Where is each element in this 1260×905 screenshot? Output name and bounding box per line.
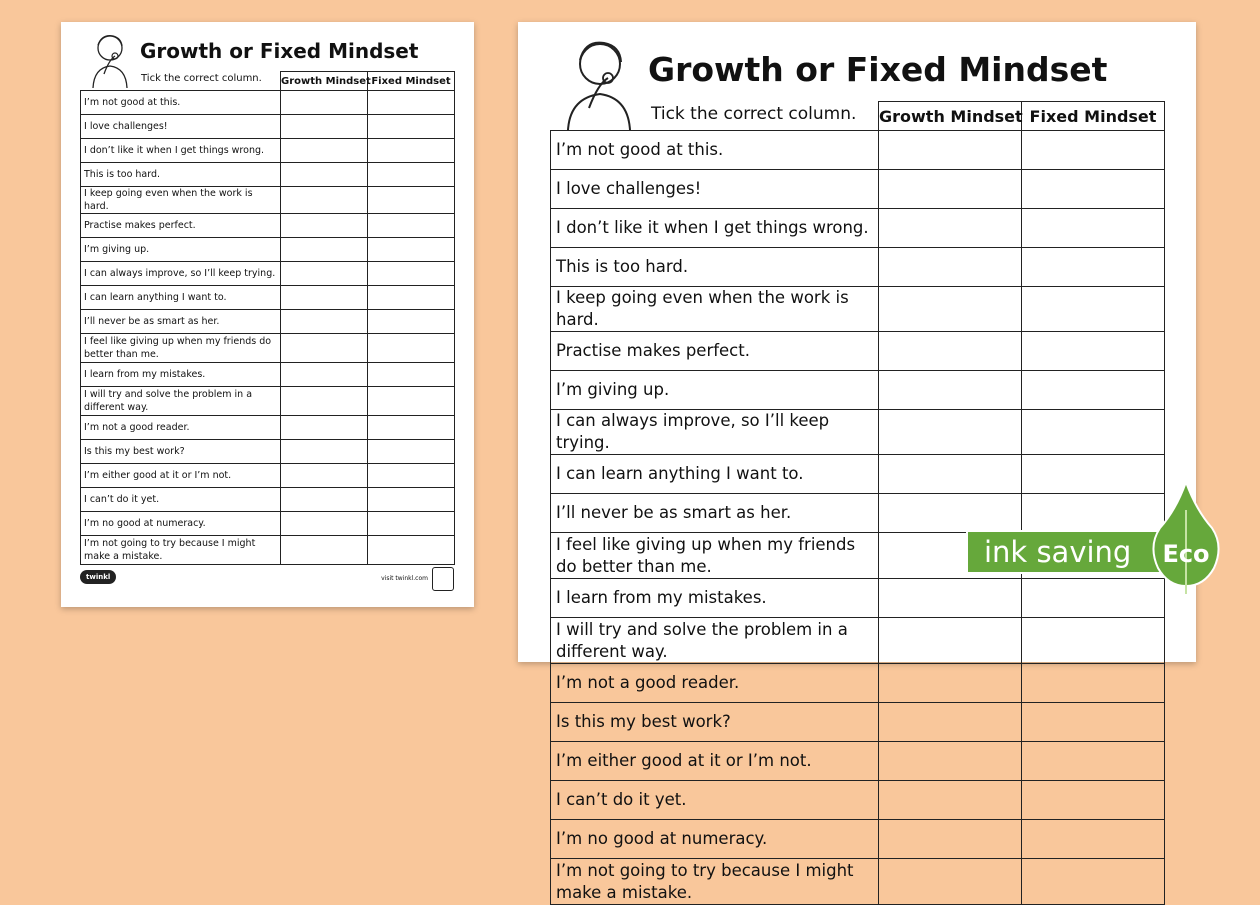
statement-cell: I’ll never be as smart as her.	[81, 310, 281, 334]
growth-mindset-tick-cell	[281, 512, 368, 536]
worksheet-footer	[80, 567, 454, 591]
growth-mindset-tick-cell	[879, 332, 1022, 371]
growth-mindset-tick-cell	[879, 781, 1022, 820]
table-row	[81, 387, 455, 416]
growth-mindset-tick-cell	[281, 536, 368, 565]
table-row	[551, 287, 1165, 332]
statement-cell: I’m not good at this.	[81, 91, 281, 115]
growth-mindset-tick-cell	[281, 91, 368, 115]
statement-cell: I’m not going to try because I might make a mistake.	[81, 536, 281, 565]
fixed-mindset-tick-cell	[1022, 410, 1165, 455]
statement-cell: I’m no good at numeracy.	[551, 820, 879, 859]
column-growth-mindset: Growth Mindset	[281, 72, 368, 91]
growth-mindset-tick-cell	[879, 618, 1022, 664]
table-row	[81, 139, 455, 163]
table-row	[551, 410, 1165, 455]
table-row	[81, 262, 455, 286]
ink-saving-label: ink saving	[984, 535, 1132, 569]
table-row	[551, 248, 1165, 287]
fixed-mindset-tick-cell	[368, 512, 455, 536]
growth-mindset-tick-cell	[281, 416, 368, 440]
table-row	[81, 214, 455, 238]
table-row	[81, 536, 455, 565]
growth-mindset-tick-cell	[281, 139, 368, 163]
mindset-table	[80, 71, 455, 565]
growth-mindset-tick-cell	[281, 464, 368, 488]
statement-cell: I keep going even when the work is hard.	[81, 187, 281, 214]
header-blank	[81, 72, 281, 91]
statement-cell: I love challenges!	[551, 170, 879, 209]
growth-mindset-tick-cell	[281, 262, 368, 286]
growth-mindset-tick-cell	[281, 310, 368, 334]
stamp-icon	[432, 567, 454, 591]
statement-cell: I’m not good at this.	[551, 131, 879, 170]
statement-cell: I’m giving up.	[81, 238, 281, 262]
table-row	[551, 371, 1165, 410]
table-row	[551, 859, 1165, 905]
worksheet-title: Growth or Fixed Mindset	[648, 50, 1108, 89]
fixed-mindset-tick-cell	[1022, 371, 1165, 410]
worksheet-preview-small	[61, 22, 474, 607]
fixed-mindset-tick-cell	[1022, 664, 1165, 703]
table-row	[81, 310, 455, 334]
statement-cell: I’ll never be as smart as her.	[551, 494, 879, 533]
statement-cell: I’m either good at it or I’m not.	[81, 464, 281, 488]
statement-cell: I can always improve, so I’ll keep trying.	[551, 410, 879, 455]
growth-mindset-tick-cell	[879, 170, 1022, 209]
growth-mindset-tick-cell	[879, 131, 1022, 170]
growth-mindset-tick-cell	[879, 410, 1022, 455]
fixed-mindset-tick-cell	[1022, 781, 1165, 820]
fixed-mindset-tick-cell	[368, 416, 455, 440]
fixed-mindset-tick-cell	[368, 488, 455, 512]
table-row	[81, 416, 455, 440]
fixed-mindset-tick-cell	[368, 286, 455, 310]
table-row	[81, 488, 455, 512]
fixed-mindset-tick-cell	[368, 464, 455, 488]
statement-cell: I can learn anything I want to.	[551, 455, 879, 494]
statement-cell: I learn from my mistakes.	[81, 363, 281, 387]
growth-mindset-tick-cell	[281, 214, 368, 238]
footer-url: visit twinkl.com	[381, 575, 428, 582]
statement-cell: I’m not going to try because I might make a mistake.	[551, 859, 879, 905]
statement-cell: I don’t like it when I get things wrong.	[551, 209, 879, 248]
fixed-mindset-tick-cell	[368, 536, 455, 565]
growth-mindset-tick-cell	[281, 363, 368, 387]
table-row	[551, 781, 1165, 820]
fixed-mindset-tick-cell	[368, 387, 455, 416]
column-growth-mindset: Growth Mindset	[879, 102, 1022, 131]
eco-leaf-icon	[1150, 480, 1222, 595]
header-blank	[551, 102, 879, 131]
fixed-mindset-tick-cell	[1022, 820, 1165, 859]
table-row	[551, 742, 1165, 781]
fixed-mindset-tick-cell	[368, 187, 455, 214]
fixed-mindset-tick-cell	[368, 163, 455, 187]
fixed-mindset-tick-cell	[1022, 703, 1165, 742]
fixed-mindset-tick-cell	[1022, 209, 1165, 248]
fixed-mindset-tick-cell	[1022, 618, 1165, 664]
growth-mindset-tick-cell	[879, 664, 1022, 703]
fixed-mindset-tick-cell	[368, 238, 455, 262]
fixed-mindset-tick-cell	[1022, 859, 1165, 905]
growth-mindset-tick-cell	[281, 488, 368, 512]
fixed-mindset-tick-cell	[1022, 131, 1165, 170]
growth-mindset-tick-cell	[281, 187, 368, 214]
growth-mindset-tick-cell	[879, 859, 1022, 905]
fixed-mindset-tick-cell	[368, 363, 455, 387]
growth-mindset-tick-cell	[879, 371, 1022, 410]
statement-cell: I will try and solve the problem in a different way.	[81, 387, 281, 416]
growth-mindset-tick-cell	[281, 163, 368, 187]
statement-cell: I feel like giving up when my friends do better than me.	[81, 334, 281, 363]
fixed-mindset-tick-cell	[1022, 248, 1165, 287]
table-row	[81, 334, 455, 363]
statement-cell: I will try and solve the problem in a different way.	[551, 618, 879, 664]
growth-mindset-tick-cell	[879, 742, 1022, 781]
statement-cell: I can learn anything I want to.	[81, 286, 281, 310]
worksheet-instruction: Tick the correct column.	[141, 73, 262, 84]
statement-cell: Practise makes perfect.	[551, 332, 879, 371]
statement-cell: I’m no good at numeracy.	[81, 512, 281, 536]
statement-cell: I can’t do it yet.	[551, 781, 879, 820]
statement-cell: This is too hard.	[551, 248, 879, 287]
table-row	[551, 703, 1165, 742]
fixed-mindset-tick-cell	[368, 440, 455, 464]
table-row	[81, 91, 455, 115]
statement-cell: I keep going even when the work is hard.	[551, 287, 879, 332]
statement-cell: Is this my best work?	[81, 440, 281, 464]
growth-mindset-tick-cell	[281, 440, 368, 464]
worksheet-instruction: Tick the correct column.	[651, 104, 857, 124]
table-row	[81, 163, 455, 187]
growth-mindset-tick-cell	[281, 387, 368, 416]
eco-label: Eco	[1162, 540, 1210, 568]
statement-cell: I can always improve, so I’ll keep trying.	[81, 262, 281, 286]
statement-cell: I’m either good at it or I’m not.	[551, 742, 879, 781]
fixed-mindset-tick-cell	[1022, 287, 1165, 332]
growth-mindset-tick-cell	[281, 115, 368, 139]
growth-mindset-tick-cell	[281, 238, 368, 262]
table-row	[551, 820, 1165, 859]
statement-cell: Is this my best work?	[551, 703, 879, 742]
growth-mindset-tick-cell	[879, 820, 1022, 859]
twinkl-logo: twinkl	[80, 570, 116, 584]
column-fixed-mindset: Fixed Mindset	[1022, 102, 1165, 131]
statement-cell: I’m not a good reader.	[81, 416, 281, 440]
statement-cell: I don’t like it when I get things wrong.	[81, 139, 281, 163]
fixed-mindset-tick-cell	[368, 334, 455, 363]
table-row	[81, 187, 455, 214]
table-row	[81, 512, 455, 536]
table-row	[81, 286, 455, 310]
fixed-mindset-tick-cell	[1022, 170, 1165, 209]
statement-cell: I’m giving up.	[551, 371, 879, 410]
growth-mindset-tick-cell	[879, 209, 1022, 248]
growth-mindset-tick-cell	[879, 703, 1022, 742]
table-row	[81, 363, 455, 387]
growth-mindset-tick-cell	[281, 334, 368, 363]
statement-cell: This is too hard.	[81, 163, 281, 187]
statement-cell: I’m not a good reader.	[551, 664, 879, 703]
fixed-mindset-tick-cell	[368, 310, 455, 334]
fixed-mindset-tick-cell	[368, 91, 455, 115]
growth-mindset-tick-cell	[281, 286, 368, 310]
growth-mindset-tick-cell	[879, 248, 1022, 287]
table-row	[551, 618, 1165, 664]
fixed-mindset-tick-cell	[1022, 332, 1165, 371]
table-row	[81, 440, 455, 464]
ink-saving-badge	[966, 480, 1260, 595]
table-row	[81, 464, 455, 488]
table-row	[551, 664, 1165, 703]
statement-cell: I feel like giving up when my friends do better than me.	[551, 533, 879, 579]
statement-cell: I can’t do it yet.	[81, 488, 281, 512]
fixed-mindset-tick-cell	[368, 139, 455, 163]
statement-cell: I learn from my mistakes.	[551, 579, 879, 618]
column-fixed-mindset: Fixed Mindset	[368, 72, 455, 91]
fixed-mindset-tick-cell	[368, 214, 455, 238]
fixed-mindset-tick-cell	[1022, 742, 1165, 781]
fixed-mindset-tick-cell	[368, 262, 455, 286]
growth-mindset-tick-cell	[879, 287, 1022, 332]
table-row	[551, 131, 1165, 170]
statement-cell: I love challenges!	[81, 115, 281, 139]
statement-cell: Practise makes perfect.	[81, 214, 281, 238]
table-row	[551, 170, 1165, 209]
table-row	[81, 238, 455, 262]
table-row	[551, 209, 1165, 248]
worksheet-title: Growth or Fixed Mindset	[140, 39, 419, 63]
table-row	[551, 332, 1165, 371]
fixed-mindset-tick-cell	[368, 115, 455, 139]
table-row	[81, 115, 455, 139]
